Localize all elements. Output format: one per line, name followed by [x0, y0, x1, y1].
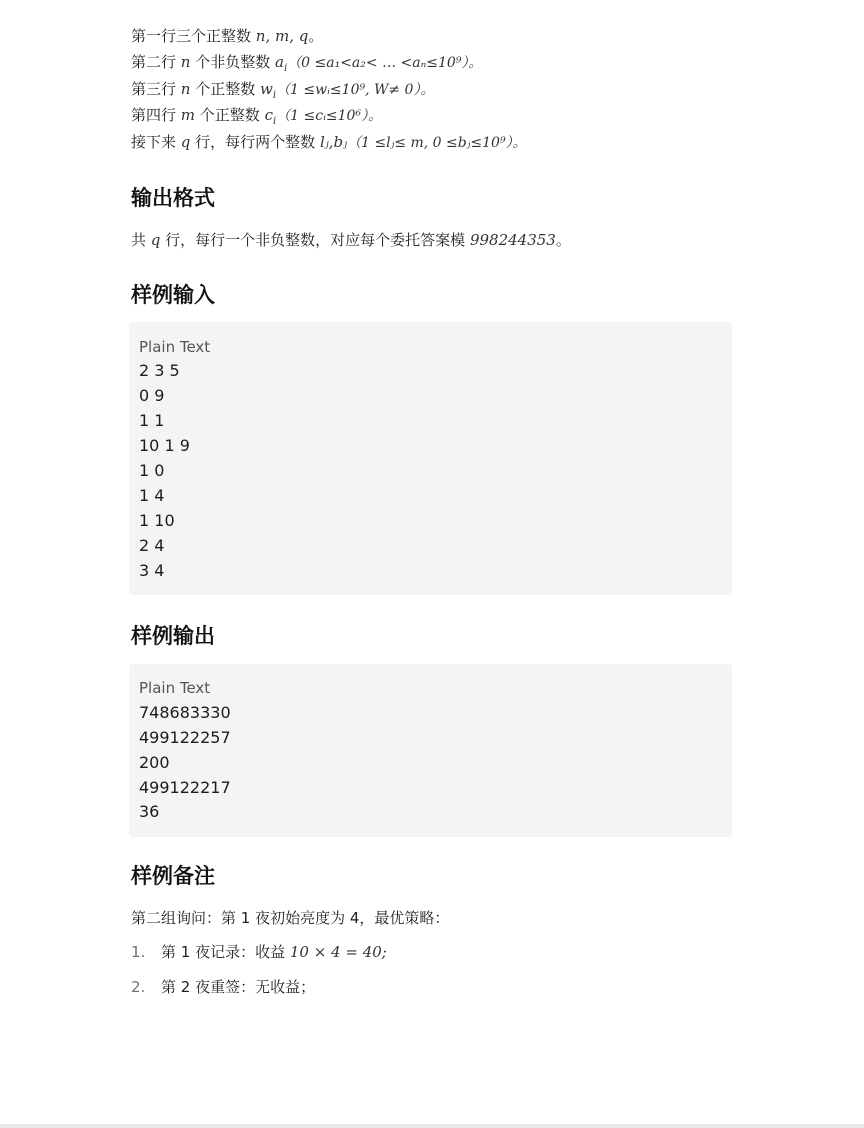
code-line: 1 4	[139, 486, 165, 505]
line-text: 接下来	[131, 133, 181, 151]
list-item-number: 1.	[131, 943, 146, 961]
input-format-line-3	[131, 79, 434, 106]
list-item	[161, 977, 315, 997]
line-text: 。	[555, 231, 571, 249]
line-text: 。	[308, 27, 324, 45]
input-format-line-1	[131, 26, 323, 46]
line-text: 共	[131, 231, 151, 249]
math-subscript: i	[283, 63, 288, 74]
output-format-description	[131, 230, 571, 250]
math-expression: 998244353	[469, 231, 556, 249]
math-expression: q	[150, 231, 161, 249]
page-bottom-divider	[0, 1124, 864, 1128]
input-format-line-2	[131, 52, 482, 79]
notes-intro: 第二组询问：第 1 夜初始亮度为 4，最优策略：	[131, 909, 450, 927]
math-expression: lⱼ,bⱼ	[319, 133, 348, 151]
code-line: 36	[139, 802, 160, 821]
math-subscript: i	[272, 90, 277, 101]
list-item-suffix: ;	[381, 943, 387, 961]
code-line: 1 10	[139, 511, 175, 530]
sample-output-heading: 样例输出	[131, 624, 215, 648]
math-expression: n	[180, 53, 191, 71]
code-line: 0 9	[139, 386, 165, 405]
code-line: 2 4	[139, 536, 165, 555]
code-line: 3 4	[139, 561, 165, 580]
math-constraint: （1 ≤lⱼ≤ m, 0 ≤bⱼ≤10⁹）。	[347, 135, 527, 151]
input-format-line-5	[131, 132, 527, 153]
output-format-heading: 输出格式	[131, 186, 215, 210]
code-line: 499122217	[139, 778, 231, 797]
code-language-label: Plain Text	[139, 338, 211, 356]
code-line: 10 1 9	[139, 436, 190, 455]
code-language-label: Plain Text	[139, 679, 211, 697]
sample-notes-heading: 样例备注	[131, 864, 215, 888]
code-line: 1 1	[139, 411, 165, 430]
math-expression: w	[260, 80, 273, 98]
math-constraint: （1 ≤cᵢ≤10⁶）。	[276, 108, 383, 124]
math-constraint: （0 ≤a₁<a₂< … <aₙ≤10⁹）。	[287, 55, 483, 71]
math-expression: 10 × 4 = 40	[289, 943, 382, 961]
line-text: 个正整数	[195, 106, 265, 124]
code-line: 200	[139, 753, 170, 772]
math-expression: n, m, q	[255, 27, 309, 45]
line-text: 个非负整数	[190, 53, 275, 71]
list-item	[161, 942, 387, 962]
code-line: 2 3 5	[139, 361, 180, 380]
line-text: 第二行	[131, 53, 181, 71]
line-text: 行，每行两个整数	[190, 133, 320, 151]
line-text: 第一行三个正整数	[131, 27, 256, 45]
code-line: 748683330	[139, 703, 231, 722]
line-text: 第三行	[131, 80, 181, 98]
math-subscript: i	[272, 116, 277, 127]
code-line: 1 0	[139, 461, 165, 480]
input-format-line-4	[131, 105, 382, 132]
math-expression: q	[180, 133, 191, 151]
line-text: 行，每行一个非负整数，对应每个委托答案模	[160, 231, 470, 249]
math-expression: m	[180, 106, 196, 124]
sample-input-heading: 样例输入	[131, 283, 215, 307]
sample-output-code-block[interactable]	[129, 664, 732, 837]
sample-input-code-block[interactable]	[129, 322, 732, 595]
math-expression: c	[264, 106, 273, 124]
math-expression: a	[275, 53, 284, 71]
math-expression: n	[180, 80, 191, 98]
list-item-text: 第 2 夜重签：无收益；	[161, 978, 316, 996]
list-item-number: 2.	[131, 978, 146, 996]
line-text: 个正整数	[190, 80, 260, 98]
line-text: 第四行	[131, 106, 181, 124]
math-constraint: （1 ≤wᵢ≤10⁹, W≠ 0）。	[276, 82, 435, 98]
code-line: 499122257	[139, 728, 231, 747]
list-item-text: 第 1 夜记录：收益	[161, 943, 290, 961]
